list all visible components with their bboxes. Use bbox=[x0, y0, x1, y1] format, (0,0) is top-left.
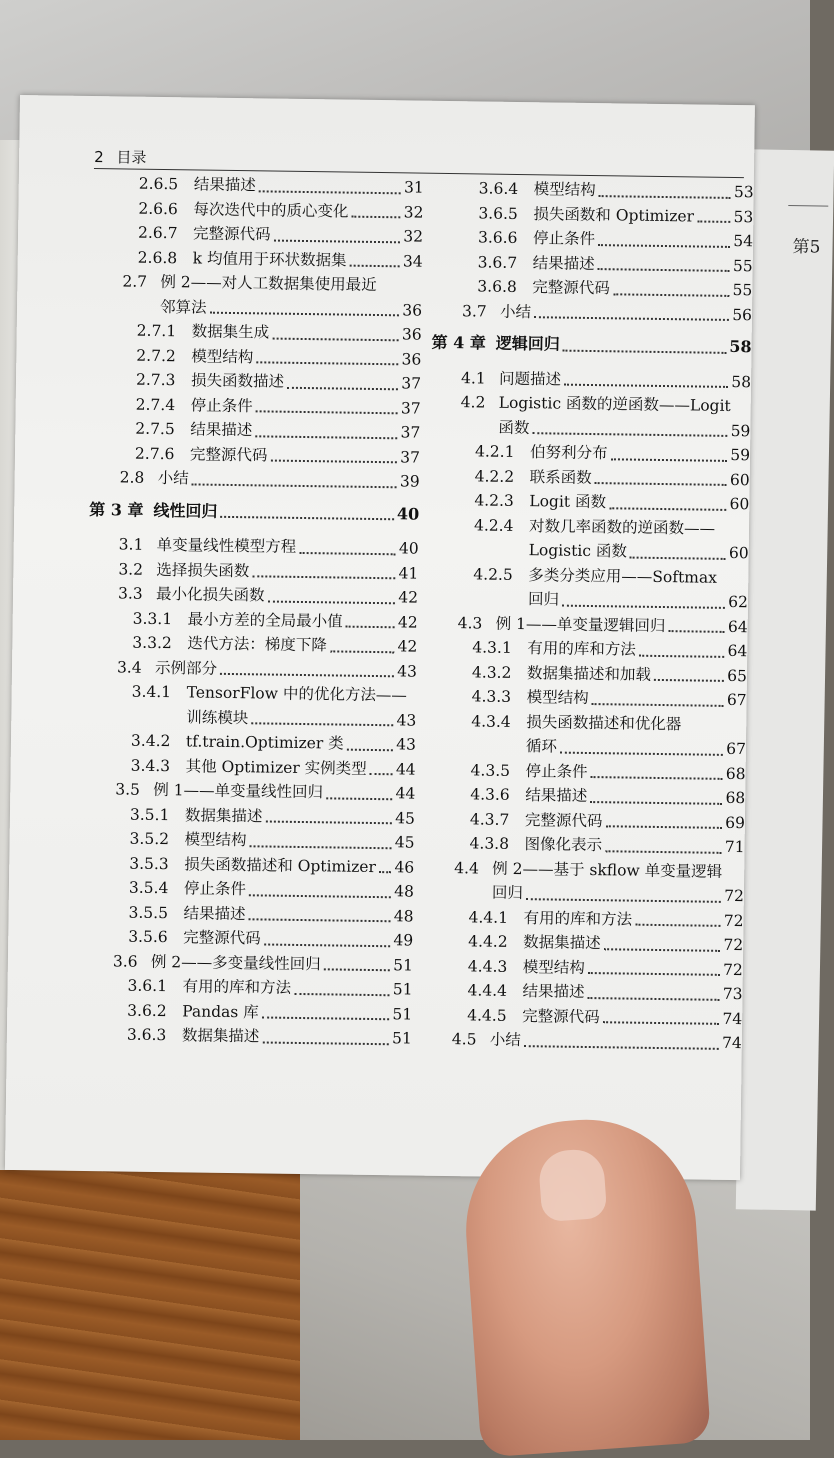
leader-dots bbox=[272, 337, 399, 341]
toc-entry-title: 模型结构 bbox=[191, 346, 254, 366]
toc-entry-number: 第 3 章 bbox=[89, 499, 144, 520]
leader-dots bbox=[598, 268, 730, 272]
leader-dots bbox=[560, 751, 723, 755]
toc-entry-number: 4.4.3 bbox=[467, 956, 508, 976]
leader-dots bbox=[330, 650, 395, 653]
leader-dots bbox=[598, 244, 730, 248]
toc-chapter bbox=[431, 331, 751, 360]
leader-dots bbox=[603, 1021, 720, 1025]
toc-entry-page: 72 bbox=[722, 960, 743, 979]
toc-entry-number: 2.8 bbox=[119, 468, 145, 487]
leader-dots bbox=[249, 918, 391, 922]
toc-entry-page: 68 bbox=[725, 788, 746, 808]
toc-entry-page: 60 bbox=[729, 494, 750, 514]
toc-entry-title: 数据集生成 bbox=[191, 322, 270, 342]
toc-left-column bbox=[82, 171, 424, 1051]
leader-dots bbox=[379, 871, 392, 873]
toc-entry-title: 完整源代码 bbox=[524, 810, 603, 830]
toc-entry-page: 45 bbox=[394, 833, 415, 852]
toc-entry-title: 选择损失函数 bbox=[156, 560, 250, 580]
toc-entry-page: 51 bbox=[392, 1004, 413, 1024]
leader-dots bbox=[635, 924, 721, 927]
leader-dots bbox=[349, 265, 399, 268]
leader-dots bbox=[251, 722, 393, 726]
toc-entry-page: 43 bbox=[396, 710, 417, 730]
toc-entry-title-continued: 函数 bbox=[498, 418, 530, 437]
toc-entry-number: 4.4.4 bbox=[467, 981, 508, 1000]
toc-entry-page: 68 bbox=[725, 764, 746, 783]
toc-entry bbox=[82, 1022, 412, 1051]
toc-entry-page: 48 bbox=[394, 882, 415, 901]
toc-entry-title: 损失函数描述 bbox=[190, 371, 285, 391]
leader-dots bbox=[250, 845, 392, 849]
toc-entry-first-line bbox=[429, 512, 749, 541]
toc-entry-number: 3.4 bbox=[116, 657, 142, 677]
toc-entry-number: 4.3.6 bbox=[470, 785, 510, 804]
toc-entry-number: 3.6.5 bbox=[478, 203, 518, 223]
toc-entry-page: 54 bbox=[733, 231, 754, 251]
toc-entry-number: 4.2.5 bbox=[473, 564, 513, 584]
toc-entry-number: 4.4.1 bbox=[468, 907, 509, 927]
toc-entry-title: 有用的库和方法 bbox=[182, 977, 292, 997]
leader-dots bbox=[347, 748, 394, 751]
toc-entry-page: 60 bbox=[729, 470, 750, 489]
toc-entry-title: 停止条件 bbox=[190, 395, 253, 415]
toc-entry-title: 有用的库和方法 bbox=[523, 908, 633, 929]
leader-dots bbox=[249, 894, 391, 898]
toc-entry-title: 完整源代码 bbox=[189, 444, 268, 464]
toc-entry-number: 4.1 bbox=[460, 368, 486, 388]
leader-dots bbox=[532, 432, 727, 437]
toc-entry-page: 32 bbox=[403, 227, 424, 246]
toc-entry-page: 64 bbox=[727, 641, 748, 661]
toc-entry-title: 模型结构 bbox=[522, 957, 586, 977]
toc-entry-title: 对数几率函数的逆函数—— bbox=[528, 516, 716, 538]
toc-entry-title: 模型结构 bbox=[526, 688, 589, 707]
toc-entry-title: 有用的库和方法 bbox=[527, 639, 636, 659]
toc-entry-title: Pandas 库 bbox=[182, 1001, 259, 1021]
leader-dots bbox=[262, 1041, 389, 1045]
toc-entry-number: 3.6.6 bbox=[477, 228, 518, 247]
toc-entry-title: TensorFlow 中的优化方法—— bbox=[186, 683, 408, 705]
leader-dots bbox=[351, 216, 400, 219]
toc-entry-title: 完整源代码 bbox=[522, 1006, 600, 1026]
toc-entry-page: 34 bbox=[402, 251, 423, 271]
toc-entry-page: 72 bbox=[723, 935, 744, 955]
toc-entry-title: 结果描述 bbox=[525, 786, 588, 805]
toc-entry-title: 结果描述 bbox=[193, 175, 256, 195]
toc-entry bbox=[89, 465, 419, 494]
toc-chapter bbox=[89, 498, 419, 527]
toc-entry-number: 3.6.4 bbox=[478, 179, 519, 198]
toc-entry-page: 37 bbox=[400, 447, 421, 467]
toc-entry-number: 3.6.7 bbox=[477, 252, 518, 272]
toc-entry-title: 数据集描述 bbox=[181, 1026, 260, 1046]
leader-dots bbox=[265, 820, 392, 824]
toc-entry-number: 3.5.6 bbox=[128, 927, 168, 947]
toc-entry-number: 3.6.2 bbox=[127, 1001, 167, 1020]
toc-entry-page: 59 bbox=[730, 445, 751, 465]
toc-entry-title: 数据集描述和加载 bbox=[526, 663, 652, 684]
toc-entry-title-continued: 回归 bbox=[491, 883, 524, 903]
toc-entry-page: 43 bbox=[397, 661, 418, 681]
toc-entry-title: 损失函数描述和优化器 bbox=[526, 712, 682, 733]
toc-entry-number: 3.5.3 bbox=[129, 854, 169, 873]
toc-entry-title: 完整源代码 bbox=[532, 278, 611, 298]
leader-dots bbox=[639, 654, 725, 657]
toc-entry-page: 42 bbox=[397, 612, 418, 632]
toc-entry-page: 39 bbox=[399, 472, 420, 491]
toc-entry-page: 74 bbox=[721, 1033, 742, 1053]
leader-dots bbox=[599, 195, 731, 199]
toc-entry-title: 数据集描述 bbox=[523, 933, 601, 953]
toc-entry-number: 2.7.6 bbox=[134, 444, 175, 463]
toc-entry-first-line bbox=[424, 855, 744, 884]
toc-entry-page: 51 bbox=[392, 980, 413, 999]
toc-entry-title-continued: 回归 bbox=[527, 590, 560, 609]
leader-dots bbox=[605, 825, 722, 829]
toc-entry-number: 2.6.5 bbox=[138, 174, 179, 194]
toc-entry-number: 3.1 bbox=[118, 535, 144, 554]
toc-entry-number: 2.6.7 bbox=[137, 223, 178, 243]
toc-entry-number: 3.5.1 bbox=[129, 805, 170, 824]
toc-entry-page: 55 bbox=[732, 256, 753, 275]
leader-dots bbox=[324, 968, 390, 971]
toc-entry-number: 3.4.1 bbox=[131, 682, 172, 702]
toc-entry-number: 4.3 bbox=[457, 613, 483, 633]
leader-dots bbox=[697, 220, 731, 222]
leader-dots bbox=[630, 556, 726, 559]
toc-entry-title: 线性回归 bbox=[153, 500, 218, 521]
page-header-title: 目录 bbox=[116, 148, 147, 167]
toc-entry-number: 3.5.4 bbox=[128, 878, 169, 898]
toc-entry-first-line bbox=[87, 679, 417, 708]
leader-dots bbox=[654, 679, 724, 682]
leader-dots bbox=[274, 239, 401, 243]
toc-entry-number: 4.3.5 bbox=[470, 760, 511, 780]
toc-entry-title: 小结 bbox=[489, 1030, 521, 1050]
toc-entry-title: 最小化损失函数 bbox=[155, 584, 265, 605]
toc-entry-title: tf.train.Optimizer 类 bbox=[185, 732, 344, 753]
leader-dots bbox=[591, 776, 723, 780]
toc-entry-title: 每次迭代中的质心变化 bbox=[193, 199, 349, 221]
toc-entry-title: 小结 bbox=[157, 468, 189, 488]
leader-dots bbox=[262, 1016, 390, 1020]
toc-entry-page: 67 bbox=[726, 739, 747, 759]
toc-entry-number: 3.6.8 bbox=[477, 277, 517, 296]
leader-dots bbox=[564, 384, 728, 388]
toc-entry-number: 4.5 bbox=[451, 1030, 477, 1049]
toc-entry-title: 问题描述 bbox=[498, 369, 562, 389]
toc-entry-number: 4.3.7 bbox=[469, 809, 510, 829]
toc-entry-page: 69 bbox=[725, 813, 746, 832]
toc-entry-page: 45 bbox=[395, 808, 416, 828]
toc-entry-number: 3.5 bbox=[115, 780, 141, 799]
leader-dots bbox=[270, 460, 397, 464]
toc-entry-number: 3.6 bbox=[112, 951, 138, 971]
toc-entry-page: 65 bbox=[727, 666, 748, 685]
adjacent-page-rule bbox=[788, 205, 828, 207]
leader-dots bbox=[668, 630, 724, 633]
toc-entry-page: 49 bbox=[393, 931, 414, 950]
toc-right-column bbox=[422, 176, 754, 1056]
toc-entry-page: 42 bbox=[398, 588, 419, 607]
toc-entry-title: 例 2——对人工数据集使用最近 bbox=[160, 272, 377, 294]
toc-entry-title: 停止条件 bbox=[532, 229, 596, 249]
toc-entry-title: 停止条件 bbox=[525, 761, 588, 781]
toc-entry-number: 4.3.3 bbox=[471, 687, 512, 706]
leader-dots bbox=[209, 312, 399, 317]
leader-dots bbox=[346, 626, 395, 629]
toc-entry-page: 53 bbox=[733, 207, 754, 226]
toc-entry-title: 逻辑回归 bbox=[495, 333, 561, 354]
toc-entry-title-continued: 邻算法 bbox=[159, 297, 207, 317]
toc-entry-page: 73 bbox=[722, 984, 743, 1004]
toc-entry-page: 37 bbox=[401, 374, 422, 393]
toc-entry-page: 72 bbox=[723, 911, 744, 930]
toc-entry-page: 40 bbox=[396, 503, 420, 524]
toc-entry-page: 40 bbox=[398, 539, 419, 558]
toc-entry-title: 多类分类应用——Softmax bbox=[528, 565, 718, 587]
toc-entry-number: 4.2 bbox=[460, 393, 486, 412]
toc-entry-page: 58 bbox=[731, 372, 752, 391]
toc-entry-number: 2.7.3 bbox=[135, 370, 176, 390]
toc-entry-page: 55 bbox=[732, 280, 753, 300]
toc-entry-title: 损失函数和 Optimizer bbox=[533, 204, 695, 225]
toc-entry bbox=[432, 298, 752, 327]
leader-dots bbox=[524, 1045, 719, 1050]
toc-entry bbox=[422, 1027, 742, 1056]
leader-dots bbox=[264, 943, 391, 947]
leader-dots bbox=[370, 773, 393, 775]
toc-entry-page: 72 bbox=[724, 886, 745, 906]
toc-entry-title: 最小方差的全局最小值 bbox=[187, 609, 343, 631]
leader-dots bbox=[588, 972, 720, 976]
leader-dots bbox=[590, 801, 722, 805]
toc-entry-title-continued: 训练模块 bbox=[186, 707, 249, 727]
book-page bbox=[5, 95, 755, 1180]
toc-entry-number: 4.2.3 bbox=[474, 491, 514, 510]
toc-entry-page: 41 bbox=[398, 563, 419, 583]
toc-entry-title: 停止条件 bbox=[183, 879, 247, 899]
leader-dots bbox=[294, 992, 390, 995]
leader-dots bbox=[256, 361, 398, 365]
toc-entry-title-continued: Logistic 函数 bbox=[528, 541, 628, 561]
toc-entry-page: 36 bbox=[402, 300, 423, 320]
toc-entry-number: 4.2.2 bbox=[474, 466, 515, 486]
toc-entry-number: 2.7.2 bbox=[136, 346, 176, 365]
leader-dots bbox=[192, 483, 397, 488]
toc-entry-number: 3.3 bbox=[117, 584, 143, 603]
leader-dots bbox=[252, 575, 395, 579]
toc-entry-title: 数据集描述 bbox=[184, 805, 263, 825]
toc-entry-title: 模型结构 bbox=[184, 830, 247, 850]
leader-dots bbox=[255, 435, 397, 439]
toc-entry-number: 2.7.1 bbox=[136, 321, 177, 341]
toc-entry-title: 结果描述 bbox=[522, 982, 585, 1001]
toc-entry-page: 53 bbox=[733, 182, 754, 202]
toc-entry-number: 2.7.4 bbox=[135, 395, 176, 414]
adjacent-page-text: 第5 bbox=[792, 237, 821, 258]
toc-entry-page: 51 bbox=[392, 1029, 412, 1048]
leader-dots bbox=[604, 948, 721, 952]
toc-entry-page: 58 bbox=[729, 336, 752, 357]
toc-entry-page: 44 bbox=[395, 759, 416, 779]
toc-entry-page: 36 bbox=[401, 349, 422, 369]
toc-entry-number: 第 4 章 bbox=[431, 332, 486, 353]
toc-entry-page: 67 bbox=[726, 690, 747, 710]
leader-dots bbox=[299, 551, 396, 554]
toc-entry-title: Logit 函数 bbox=[529, 492, 607, 512]
toc-entry-number: 2.7 bbox=[122, 272, 148, 291]
toc-entry-number: 4.4 bbox=[454, 858, 480, 877]
toc-entry-title: 模型结构 bbox=[533, 180, 596, 200]
toc-entry-title: 损失函数描述和 Optimizer bbox=[184, 854, 377, 876]
leader-dots bbox=[563, 349, 726, 353]
toc-entry-number: 3.2 bbox=[118, 559, 144, 579]
toc-entry-page: 74 bbox=[722, 1009, 743, 1028]
toc-entry-title: Logistic 函数的逆函数——Logit bbox=[498, 393, 731, 415]
toc-entry-number: 3.3.2 bbox=[132, 633, 172, 653]
toc-entry-title: 其他 Optimizer 实例类型 bbox=[185, 756, 367, 778]
toc-entry-page: 51 bbox=[393, 955, 414, 975]
leader-dots bbox=[526, 898, 721, 903]
toc-entry-page: 64 bbox=[727, 617, 748, 636]
toc-entry-page: 56 bbox=[732, 305, 753, 324]
fingernail bbox=[538, 1148, 608, 1222]
leader-dots bbox=[259, 190, 401, 194]
leader-dots bbox=[267, 600, 395, 604]
leader-dots bbox=[592, 703, 724, 707]
toc-entry-title: 结果描述 bbox=[532, 253, 595, 273]
leader-dots bbox=[609, 507, 727, 511]
toc-entry-title: k 均值用于环状数据集 bbox=[192, 248, 347, 270]
toc-entry-page: 37 bbox=[400, 398, 421, 418]
toc-entry-number: 3.5.5 bbox=[128, 903, 169, 922]
toc-entry-title: 联系函数 bbox=[529, 467, 592, 487]
toc-entry-number: 4.3.8 bbox=[469, 834, 510, 853]
toc-entry-title: 单变量线性模型方程 bbox=[156, 535, 297, 556]
toc-entry-title: 例 2——基于 skflow 单变量逻辑 bbox=[492, 859, 723, 881]
toc-entry-number: 4.3.1 bbox=[472, 638, 512, 657]
leader-dots bbox=[610, 458, 727, 462]
toc-entry-page: 31 bbox=[403, 178, 424, 197]
toc-entry-first-line bbox=[431, 390, 751, 419]
leader-dots bbox=[534, 316, 729, 321]
toc-entry-number: 2.7.5 bbox=[135, 419, 175, 439]
toc-entry-title: 小结 bbox=[499, 302, 532, 321]
toc-entry-title: 示例部分 bbox=[154, 658, 218, 678]
toc-entry-title: 例 1——单变量逻辑回归 bbox=[495, 614, 666, 635]
leader-dots bbox=[220, 673, 394, 677]
toc-entry-page: 43 bbox=[396, 735, 417, 754]
toc-entry-number: 3.3.1 bbox=[132, 609, 173, 628]
toc-entry-number: 4.2.1 bbox=[474, 442, 515, 461]
toc-entry-title: 例 2——多变量线性回归 bbox=[150, 952, 321, 973]
toc-entry-first-line bbox=[92, 269, 422, 298]
page-number: 2 bbox=[94, 148, 104, 167]
toc-entry-number: 4.3.4 bbox=[471, 711, 511, 731]
leader-dots bbox=[562, 604, 725, 608]
toc-entry-title-continued: 循环 bbox=[525, 737, 558, 756]
toc-entry-page: 46 bbox=[394, 857, 415, 877]
toc-entry-number: 3.5.2 bbox=[129, 829, 170, 849]
toc-entry-title: 迭代方法：梯度下降 bbox=[187, 634, 327, 655]
toc-entry-page: 71 bbox=[724, 837, 745, 857]
toc-entry-page: 48 bbox=[393, 906, 414, 926]
leader-dots bbox=[256, 410, 398, 414]
toc-entry-title: 完整源代码 bbox=[192, 224, 271, 244]
toc-entry-first-line bbox=[428, 561, 748, 590]
toc-entry-number: 2.6.6 bbox=[138, 199, 179, 218]
leader-dots bbox=[220, 516, 393, 520]
toc-entry-page: 32 bbox=[403, 202, 424, 222]
toc-entry-page: 62 bbox=[728, 592, 749, 612]
toc-entry-title: 结果描述 bbox=[190, 420, 253, 440]
toc-entry-number: 3.4.2 bbox=[130, 731, 171, 751]
toc-entry-number: 4.4.5 bbox=[467, 1005, 507, 1025]
toc-entry-number: 4.2.4 bbox=[473, 515, 514, 535]
toc-entry-page: 60 bbox=[728, 543, 749, 563]
toc-entry-first-line bbox=[426, 708, 746, 737]
toc-entry-number: 4.3.2 bbox=[471, 662, 512, 682]
toc-entry-title: 伯努利分布 bbox=[529, 443, 608, 463]
toc-entry-number: 4.4.2 bbox=[468, 932, 508, 951]
toc-entry-title: 结果描述 bbox=[183, 903, 246, 923]
toc-entry-title: 图像化表示 bbox=[524, 835, 603, 855]
toc-entry-number: 3.7 bbox=[461, 301, 487, 321]
toc-entry-page: 59 bbox=[730, 421, 751, 440]
leader-dots bbox=[287, 386, 398, 390]
toc-entry-page: 44 bbox=[395, 784, 416, 803]
toc-entry-page: 36 bbox=[401, 325, 422, 344]
leader-dots bbox=[595, 482, 727, 486]
leader-dots bbox=[605, 850, 722, 854]
toc-entry-number: 3.6.3 bbox=[126, 1025, 167, 1045]
leader-dots bbox=[326, 797, 392, 800]
leader-dots bbox=[613, 293, 730, 297]
leader-dots bbox=[587, 997, 719, 1001]
toc-entry-page: 37 bbox=[400, 423, 421, 442]
toc-entry-number: 3.4.3 bbox=[130, 756, 171, 775]
toc-entry-title: 完整源代码 bbox=[183, 928, 261, 948]
toc-entry-title: 例 1——单变量线性回归 bbox=[153, 780, 324, 802]
toc-entry-number: 2.6.8 bbox=[137, 248, 178, 267]
toc-entry-number: 3.6.1 bbox=[127, 976, 168, 996]
toc-entry-page: 42 bbox=[397, 637, 418, 656]
